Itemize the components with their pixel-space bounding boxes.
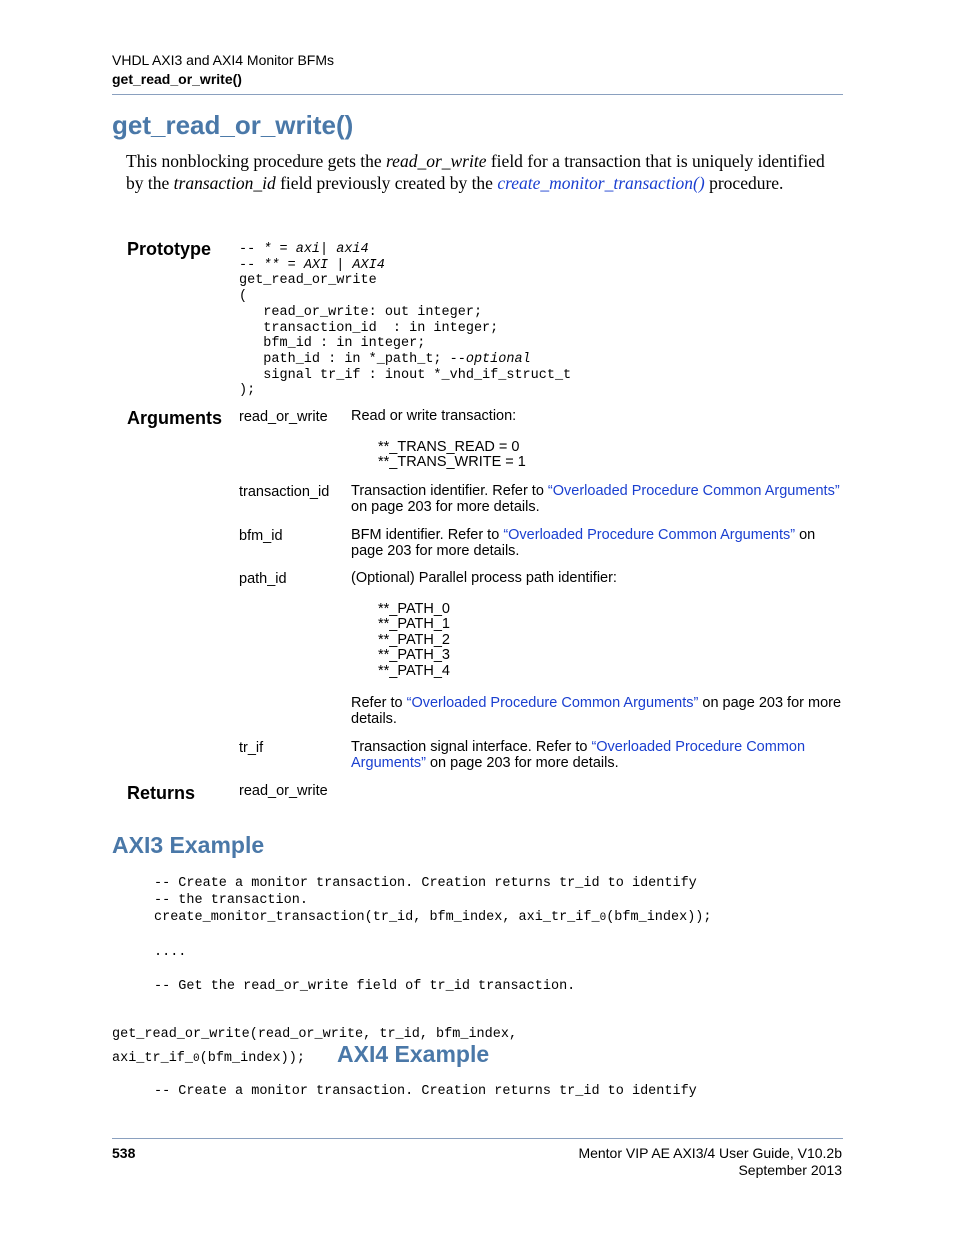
axi3-code-call-line2: axi_tr_if_0(bfm_index)); [112,1051,305,1066]
footer-date: September 2013 [738,1162,842,1178]
overloaded-args-link[interactable]: “Overloaded Procedure Common Arguments” [547,483,840,499]
returns-label: Returns [127,783,196,803]
arg-name-read-or-write: read_or_write [239,409,328,425]
arg-desc-path-id-refer: Refer to “Overloaded Procedure Common Arguments” on page 203 for more details. [351,695,842,727]
axi3-code-call-line1: get_read_or_write(read_or_write, tr_id, bfm_index, [112,1027,518,1042]
arguments-label: Arguments [127,408,223,428]
page-number: 538 [112,1145,136,1161]
prototype-code: -- * = axi| axi4 -- ** = AXI | AXI4 get_read_or_write ( read_or_write: out integer; transaction_id : in integer; bfm_id : in integer; path_id : in *_path_t; --optional signal tr_if : inout *_vhd_if_struct_t ); [239,242,572,399]
axi3-example-heading: AXI3 Example [112,832,265,858]
arg-desc-transaction-id: Transaction identifier. Refer to “Overloaded Procedure Common Arguments” on page 203 for more details. [351,483,840,515]
overloaded-args-link[interactable]: “Overloaded Procedure Common Arguments” [351,739,806,771]
create-monitor-transaction-link[interactable]: create_monitor_transaction() [497,173,705,193]
transaction-id-term: transaction_id [173,173,276,193]
field-name: read_or_write [386,151,487,171]
arg-name-transaction-id: transaction_id [239,484,330,500]
prototype-label: Prototype [127,239,212,259]
axi4-example-heading: AXI4 Example [337,1041,490,1067]
page-title: get_read_or_write() [112,110,354,140]
arg-name-tr-if: tr_if [239,740,264,756]
arg-desc-read-or-write: Read or write transaction: **_TRANS_READ = 0 **_TRANS_WRITE = 1 [351,408,526,471]
arg-desc-path-id: (Optional) Parallel process path identifier: **_PATH_0 **_PATH_1 **_PATH_2 **_PATH_3 **_PATH_4 [351,570,617,679]
overloaded-args-link[interactable]: “Overloaded Procedure Common Arguments” [406,695,699,711]
intro-paragraph: This nonblocking procedure gets the read_or_write field for a transaction that is uniquely identified by the transaction_id field previously created by the create_monitor_transaction() procedure. [126,151,825,193]
axi3-code-block: -- Create a monitor transaction. Creation returns tr_id to identify -- the transaction. create_monitor_transaction(tr_id, bfm_index, axi_tr_if_0(bfm_index)); .... -- Get the read_or_write field of tr_id transaction. [154,876,712,994]
footer-rule [112,1138,843,1139]
running-header-section: get_read_or_write() [112,71,242,87]
returns-value: read_or_write [239,783,328,799]
arg-desc-tr-if: Transaction signal interface. Refer to “Overloaded Procedure Common Arguments” on page 203 for more details. [351,739,806,771]
header-rule [112,94,843,95]
footer-info [578,1145,842,1179]
arg-name-path-id: path_id [239,571,287,587]
running-header-title: VHDL AXI3 and AXI4 Monitor BFMs [112,52,335,68]
arg-desc-bfm-id: BFM identifier. Refer to “Overloaded Procedure Common Arguments” on page 203 for more details. [351,527,816,559]
axi4-code-block: -- Create a monitor transaction. Creation returns tr_id to identify [154,1084,697,1099]
overloaded-args-link[interactable]: “Overloaded Procedure Common Arguments” [503,527,796,543]
arg-name-bfm-id: bfm_id [239,528,283,544]
footer-guide-title: Mentor VIP AE AXI3/4 User Guide, V10.2b [578,1145,842,1161]
